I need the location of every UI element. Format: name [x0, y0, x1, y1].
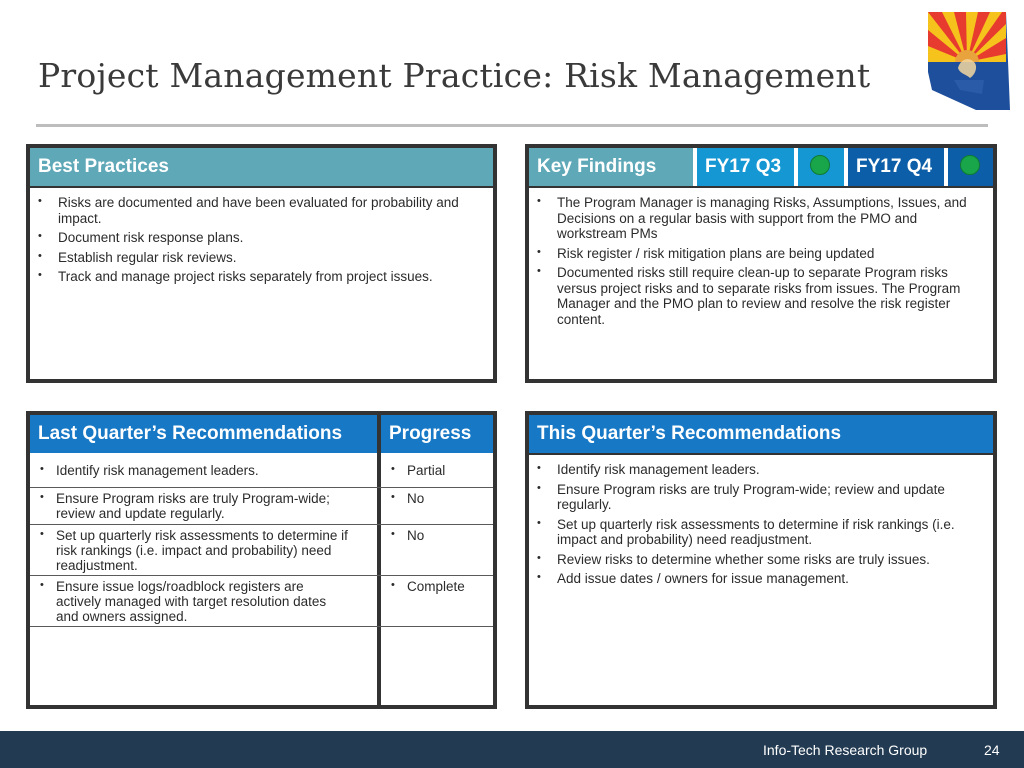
list-item: • Risks are documented and have been evaluated for probability and impact. — [36, 195, 486, 226]
fy17-q4-text: FY17 Q4 — [856, 156, 933, 177]
last-quarter-recommendations-panel — [26, 411, 497, 709]
this-quarter-recommendations-panel — [525, 411, 997, 709]
fy17-q3-status-cell — [798, 148, 844, 186]
progress-text: • No — [381, 491, 491, 506]
page-title: Project Management Practice: Risk Management — [38, 56, 871, 95]
list-item: • Review risks to determine whether some risks are truly issues. — [535, 552, 983, 568]
table-row — [30, 488, 493, 525]
best-practices-panel — [26, 144, 497, 383]
page-number: 24 — [984, 742, 1000, 758]
fy17-q3-label — [697, 148, 794, 186]
progress-text: • Complete — [381, 579, 491, 594]
recommendation-text: • Set up quarterly risk assessments to determine if risk rankings (i.e. impact and probability) need readjustment. — [30, 528, 370, 573]
fy17-q4-status-cell — [948, 148, 993, 186]
fy17-q4-label — [848, 148, 944, 186]
table-row — [30, 576, 493, 627]
list-item: • Establish regular risk reviews. — [36, 250, 486, 266]
status-green-icon — [810, 155, 830, 175]
key-findings-header — [529, 148, 693, 186]
arizona-state-seal-icon — [924, 10, 1012, 114]
footer-bar — [0, 731, 1024, 768]
header-divider — [529, 453, 993, 455]
list-item: • Risk register / risk mitigation plans are being updated — [535, 246, 985, 262]
status-green-icon — [960, 155, 980, 175]
last-quarter-header-label: Last Quarter’s Recommendations — [38, 423, 343, 444]
table-row — [30, 453, 493, 488]
recommendation-text: • Ensure issue logs/roadblock registers are actively managed with target resolution dates and owners assigned. — [30, 579, 350, 624]
key-findings-list — [535, 195, 985, 331]
list-item: • Identify risk management leaders. — [535, 462, 983, 478]
recommendation-text: • Identify risk management leaders. — [30, 463, 370, 478]
progress-header-label: Progress — [389, 423, 472, 444]
last-quarter-header — [30, 415, 377, 453]
recommendation-text: • Ensure Program risks are truly Program-wide; review and update regularly. — [30, 491, 370, 521]
fy17-q3-text: FY17 Q3 — [705, 156, 782, 177]
list-item: • Track and manage project risks separately from project issues. — [36, 269, 486, 285]
list-item: • Set up quarterly risk assessments to determine if risk rankings (i.e. impact and probability) need readjustment. — [535, 517, 983, 548]
progress-text: • Partial — [381, 463, 491, 478]
key-findings-panel — [525, 144, 997, 383]
table-row — [30, 525, 493, 576]
footer-organization: Info-Tech Research Group — [763, 742, 928, 758]
list-item: • Document risk response plans. — [36, 230, 486, 246]
title-divider — [36, 124, 988, 127]
this-quarter-list — [535, 462, 983, 591]
this-quarter-header — [529, 415, 993, 453]
list-item: • Ensure Program risks are truly Program-wide; review and update regularly. — [535, 482, 983, 513]
header-divider — [529, 186, 993, 188]
best-practices-header-label: Best Practices — [38, 156, 169, 177]
best-practices-list — [36, 195, 486, 289]
list-item: • The Program Manager is managing Risks, Assumptions, Issues, and Decisions on a regular basis with support from the PMO and workstream PMs — [535, 195, 985, 242]
header-divider — [30, 186, 493, 188]
list-item: • Documented risks still require clean-up to separate Program risks versus project risks and to separate risks from issues. The Program Manager and the PMO plan to review and resolve the risk register content. — [535, 265, 985, 327]
progress-text: • No — [381, 528, 491, 543]
key-findings-header-label: Key Findings — [537, 156, 657, 177]
list-item: • Add issue dates / owners for issue management. — [535, 571, 983, 587]
this-quarter-header-label: This Quarter’s Recommendations — [537, 423, 842, 444]
best-practices-header — [30, 148, 493, 186]
progress-header — [381, 415, 493, 453]
